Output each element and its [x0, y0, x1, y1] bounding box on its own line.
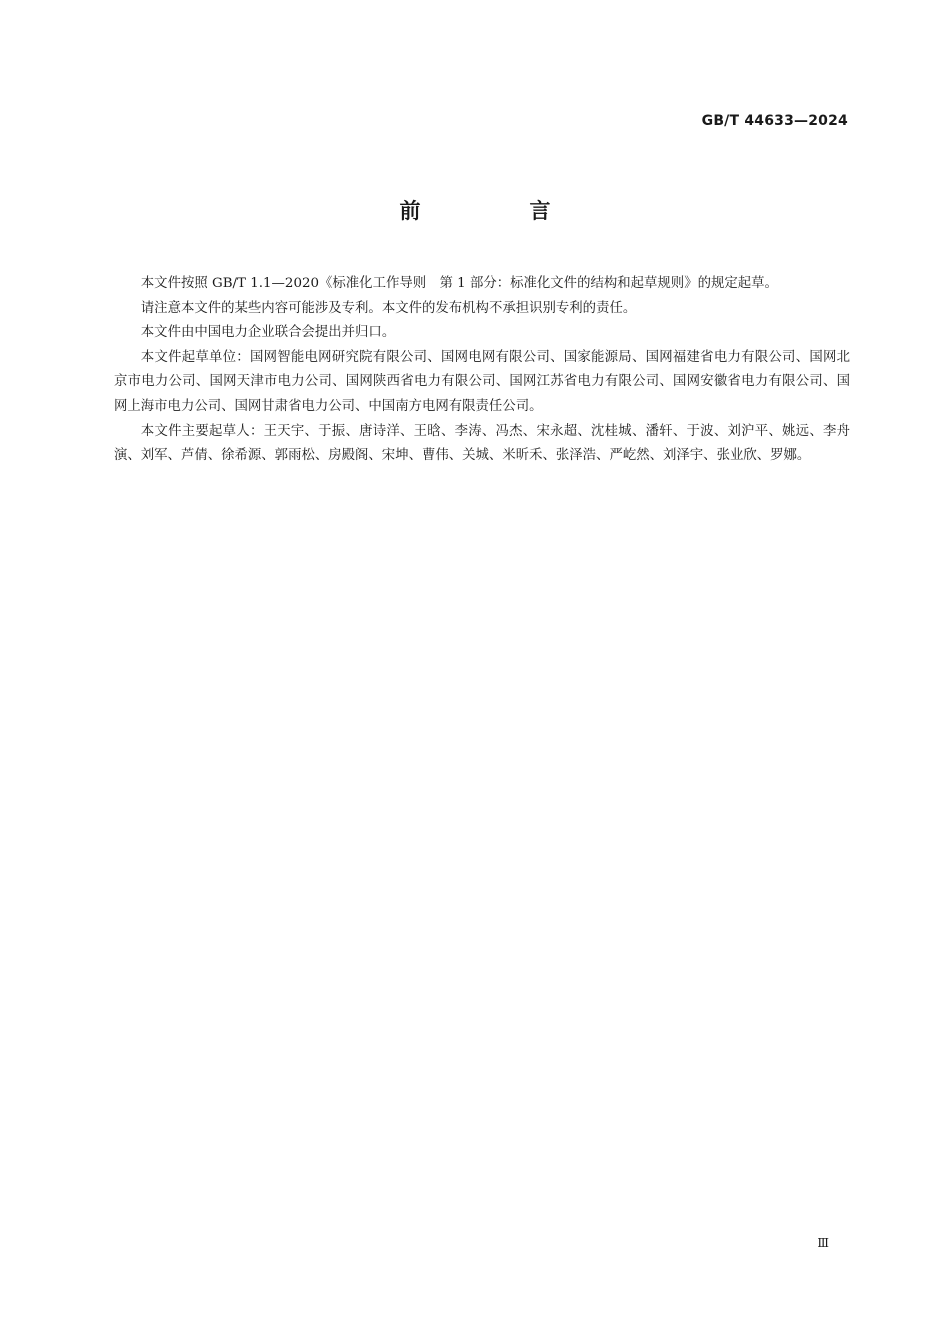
standard-code: GB/T 44633—2024 [701, 113, 848, 129]
paragraph-proposer: 本文件由中国电力企业联合会提出并归口。 [140, 325, 396, 341]
paragraph-patent-notice: 请注意本文件的某些内容可能涉及专利。本文件的发布机构不承担识别专利的责任。 [140, 300, 637, 316]
page-title: 前 言 [399, 199, 595, 223]
paragraph-drafting-units: 本文件起草单位：国网智能电网研究院有限公司、国网电网有限公司、国家能源局、国网福建省电力有限公司、国网北京市电力公司、国网天津市电力公司、国网陕西省电力有限公司、国网江苏省电力有限公司、国网安徽省电力有限公司、国网上海市电力公司、国网甘肃省电力公司、中国南方电网有限责任公司。 [114, 349, 850, 414]
paragraph-drafters: 本文件主要起草人：王天宇、于振、唐诗洋、王晗、李涛、冯杰、宋永超、沈桂城、潘轩、于波、刘沪平、姚远、李舟演、刘军、芦倩、徐希源、郭雨松、房殿阁、宋坤、曹伟、关城、米昕禾、张泽浩、严屹然、刘泽宇、张业欣、罗娜。 [114, 423, 850, 464]
document-body [114, 272, 850, 469]
page-number: Ⅲ [817, 1236, 829, 1250]
paragraph-drafting-rules: 本文件按照 GB/T 1.1—2020《标准化工作导则 第 1 部分：标准化文件的结构和起草规则》的规定起草。 [140, 276, 778, 291]
